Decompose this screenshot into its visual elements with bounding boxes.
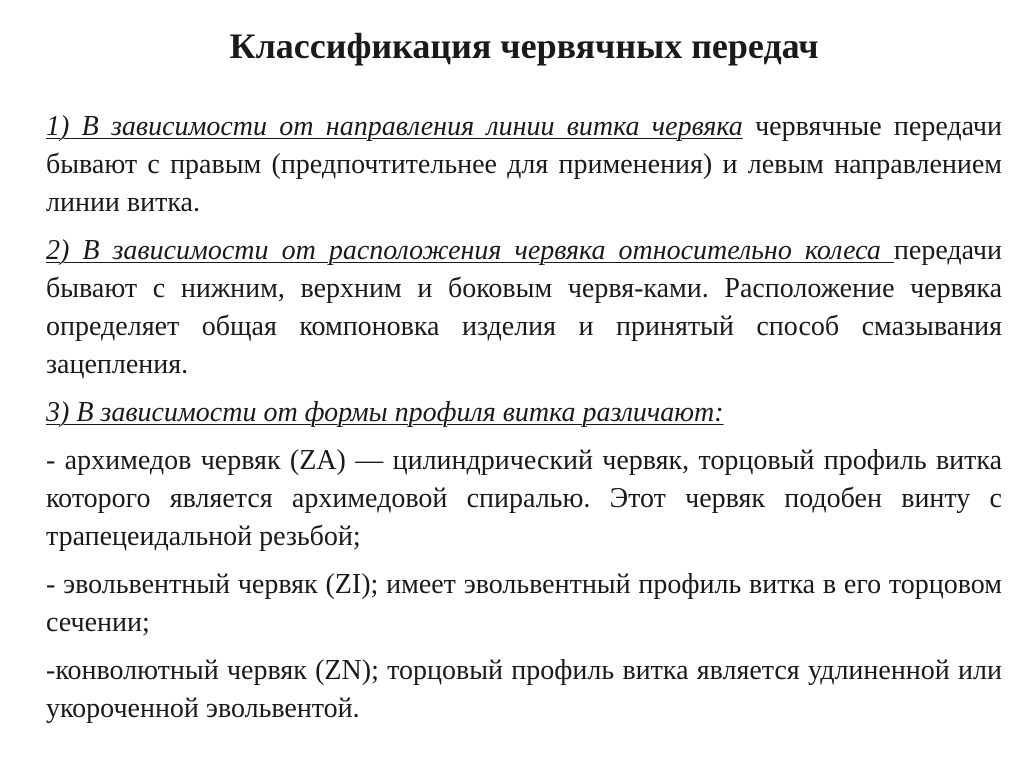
worm-type-involute bbox=[46, 566, 1002, 642]
worm-type-archimedean bbox=[46, 442, 1002, 556]
classification-item-1 bbox=[46, 108, 1002, 222]
convolute-text: -конволютный червяк (ZN); торцовый профиль витка является удлиненной или укороченной эвольвентой. bbox=[46, 655, 1002, 724]
item-1-heading: 1) В зависимости от направления линии витка червяка bbox=[46, 111, 743, 142]
worm-type-convolute bbox=[46, 652, 1002, 728]
classification-item-3 bbox=[46, 394, 1002, 432]
item-2-text: передачи бывают с нижним, верхним и боковым червя-ками. Расположение червяка определяет общая компоновка изделия и принятый способ смазывания зацепления. bbox=[46, 235, 1002, 380]
item-1-text: червячные передачи бывают с правым (предпочтительнее для применения) и левым направлением линии витка. bbox=[46, 111, 1002, 218]
item-3-heading: 3) В зависимости от формы профиля витка различают: bbox=[46, 397, 724, 428]
slide-title: Классификация червячных передач bbox=[229, 26, 819, 66]
involute-text: - эвольвентный червяк (ZI); имеет эвольвентный профиль витка в его торцовом сечении; bbox=[46, 569, 1002, 638]
item-2-heading: 2) В зависимости от расположения червяка относительно колеса bbox=[46, 235, 894, 266]
classification-item-2 bbox=[46, 232, 1002, 384]
archimedean-text: - архимедов червяк (ZA) — цилиндрический червяк, торцовый профиль витка которого является архимедовой спиралью. Этот червяк подобен винту с трапецеидальной резьбой; bbox=[46, 445, 1002, 552]
